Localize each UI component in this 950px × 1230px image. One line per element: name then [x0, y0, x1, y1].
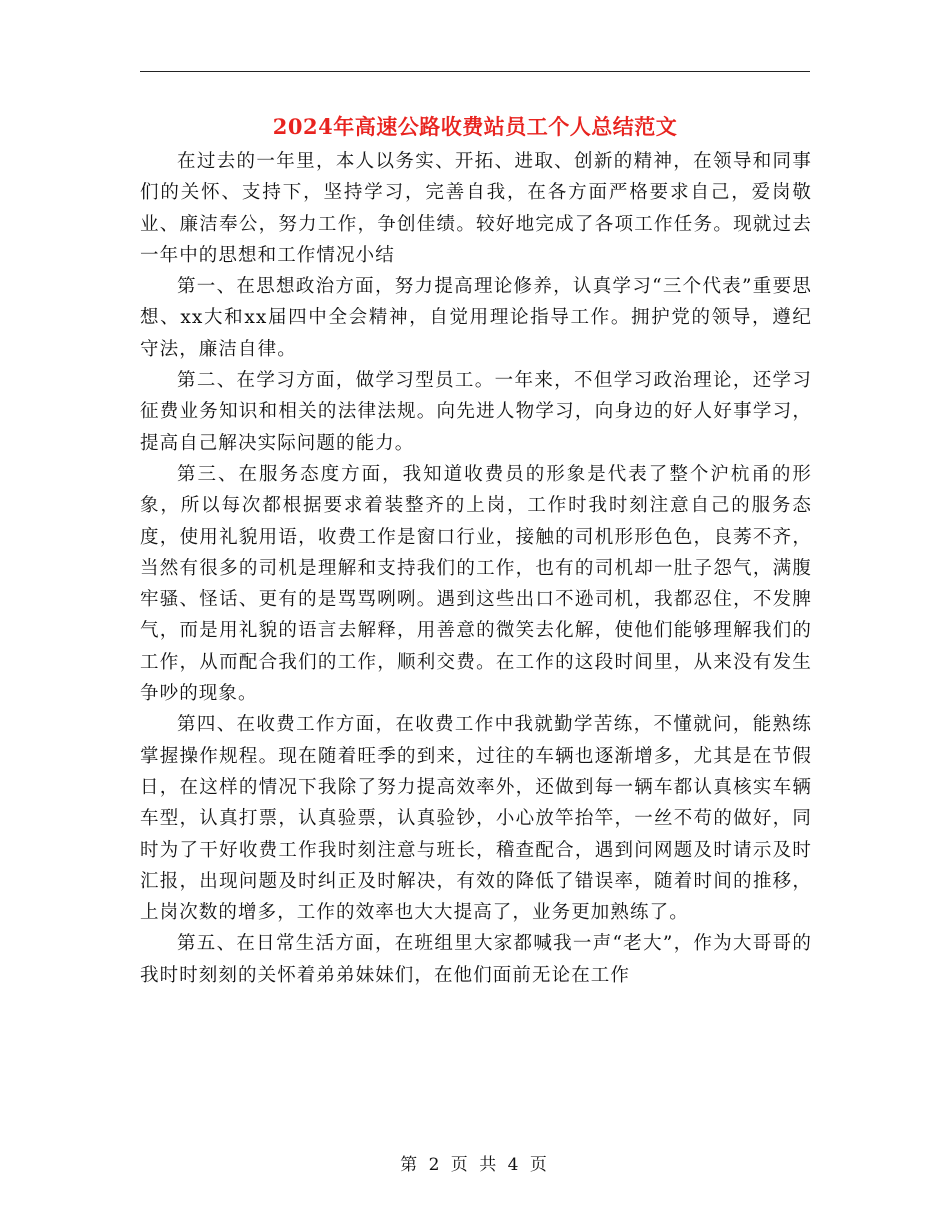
paragraph-1: 第一、在思想政治方面，努力提高理论修养，认真学习“三个代表”重要思想、xx大和xx届四中全会精神，自觉用理论指导工作。拥护党的领导，遵纪守法，廉洁自律。 [140, 276, 812, 360]
paragraph-intro: 在过去的一年里，本人以务实、开拓、进取、创新的精神，在领导和同事们的关怀、支持下，坚持学习，完善自我，在各方面严格要求自己，爱岗敬业、廉洁奉公，努力工作，争创佳绩。较好地完成了各项工作任务。现就过去一年中的思想和工作情况小结 [140, 151, 812, 266]
paragraph-2: 第二、在学习方面，做学习型员工。一年来，不但学习政治理论，还学习征费业务知识和相关的法律法规。向先进人物学习，向身边的好人好事学习，提高自己解决实际问题的能力。 [140, 370, 812, 454]
paragraph-4: 第四、在收费工作方面，在收费工作中我就勤学苦练，不懂就问，能熟练掌握操作规程。现在随着旺季的到来，过往的车辆也逐渐增多，尤其是在节假日，在这样的情况下我除了努力提高效率外，还做到每一辆车都认真核实车辆车型，认真打票，认真验票，认真验钞，小心放竿抬竿，一丝不苟的做好，同时为了干好收费工作我时刻注意与班长，稽查配合，遇到问网题及时请示及时汇报，出现问题及时纠正及时解决，有效的降低了错误率，随着时间的推移，上岗次数的增多，工作的效率也大大提高了，业务更加熟练了。 [140, 714, 812, 924]
document-body [140, 146, 812, 991]
header-rule [140, 71, 810, 72]
document-title: 2024年高速公路收费站员工个人总结范文 [272, 114, 678, 139]
page-number-footer: 第 2 页 共 4 页 [400, 1155, 550, 1175]
paragraph-3: 第三、在服务态度方面，我知道收费员的形象是代表了整个沪杭甬的形象，所以每次都根据要求着装整齐的上岗，工作时我时刻注意自己的服务态度，使用礼貌用语，收费工作是窗口行业，接触的司机形形色色，良莠不齐，当然有很多的司机是理解和支持我们的工作，也有的司机却一肚子怨气，满腹牢骚、怪话、更有的是骂骂咧咧。遇到这些出口不逊司机，我都忍住，不发脾气，而是用礼貌的语言去解释，用善意的微笑去化解，使他们能够理解我们的工作，从而配合我们的工作，顺利交费。在工作的这段时间里，从来没有发生争吵的现象。 [140, 463, 812, 705]
paragraph-5: 第五、在日常生活方面，在班组里大家都喊我一声“老大”，作为大哥哥的我时时刻刻的关怀着弟弟妹妹们，在他们面前无论在工作 [140, 933, 812, 986]
